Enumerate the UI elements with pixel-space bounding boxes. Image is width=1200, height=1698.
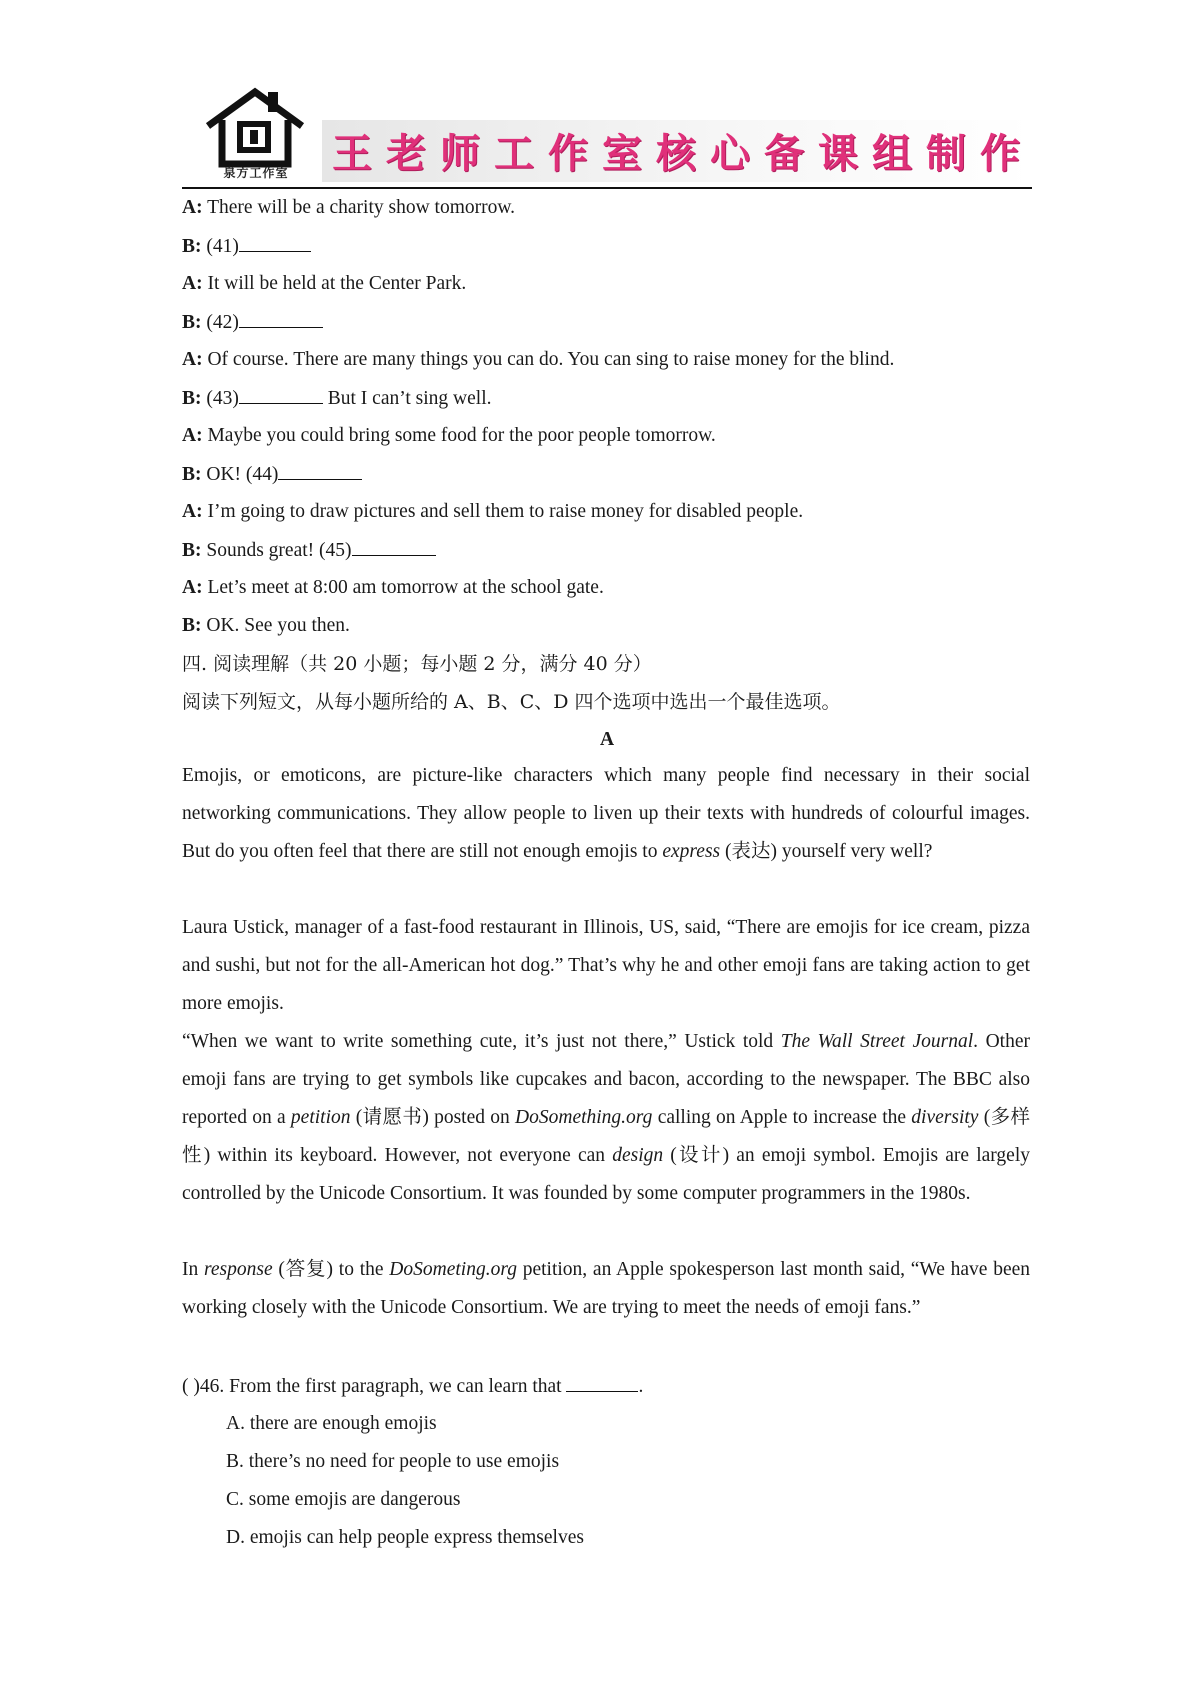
- section-title: 四. 阅读理解（共 20 小题；每小题 2 分，满分 40 分）: [182, 653, 652, 675]
- text-run: (设计) an emoji symbol. Emojis are largely controlled by the Unicode Consortium. It was founded by some computer programmers in the 1980s.: [182, 1145, 1030, 1204]
- dialogue-text: Of course. There are many things you can do. You can sing to raise money for the blind.: [207, 349, 895, 370]
- dialogue-text: Sounds great! (45): [206, 540, 352, 561]
- answer-blank[interactable]: [352, 537, 436, 556]
- text-run: petition, an Apple spokesperson last month said, “We have been working closely with the Unicode Consortium. We are trying to meet the needs of emoji fans.”: [182, 1259, 1031, 1318]
- dialogue-line: [182, 271, 1032, 297]
- option-b[interactable]: B. there’s no need for people to use emojis: [226, 1451, 560, 1472]
- dialogue-line: [182, 499, 1032, 525]
- dialogue-line: [182, 613, 1032, 639]
- question-suffix: .: [638, 1376, 644, 1397]
- speaker: A:: [182, 349, 203, 370]
- text-run: calling on Apple to increase the: [652, 1107, 912, 1128]
- dialogue-line: [182, 347, 1032, 373]
- dialogue-text: Maybe you could bring some food for the poor people tomorrow.: [207, 425, 716, 446]
- italic-term: diversity: [911, 1107, 979, 1128]
- speaker: A:: [182, 425, 203, 446]
- dialogue-text: OK! (44): [206, 464, 279, 485]
- italic-term: DoSometing.org: [389, 1259, 517, 1280]
- text-run: (答复) to the: [272, 1259, 390, 1280]
- dialogue-text: There will be a charity show tomorrow.: [207, 197, 516, 218]
- dialogue-line: [182, 423, 1032, 449]
- text-run: In: [182, 1259, 205, 1280]
- question-46: [182, 1373, 1032, 1400]
- dialogue-line: [182, 309, 1032, 336]
- speaker: B:: [182, 464, 202, 485]
- text-run: (多样性) within its keyboard. However, not everyone can: [182, 1107, 1030, 1166]
- dialogue-text: Let’s meet at 8:00 am tomorrow at the school gate.: [207, 577, 604, 598]
- passage-paragraph-4: [182, 1251, 1030, 1327]
- italic-term: design: [612, 1145, 664, 1166]
- answer-blank[interactable]: [239, 385, 323, 404]
- text-run: Emojis, or emoticons, are picture-like characters which many people find necessary in their social networking communications. They allow people to liven up their texts with hundreds of colourful images. But do you often feel that there are still not enough emojis to: [182, 765, 1030, 862]
- text-run: (请愿书) posted on: [350, 1107, 516, 1128]
- italic-term: response: [204, 1259, 273, 1280]
- speaker: A:: [182, 197, 203, 218]
- page-header: [182, 80, 1032, 190]
- answer-blank[interactable]: [278, 461, 362, 480]
- header-banner-text: 王老师工作室核心备课组制作: [332, 131, 1034, 177]
- italic-term: express: [662, 841, 721, 862]
- passage-label: A: [599, 729, 615, 750]
- dialogue-line: [182, 195, 1032, 221]
- speaker: B:: [182, 615, 202, 636]
- speaker: B:: [182, 312, 202, 333]
- answer-blank[interactable]: [566, 1373, 638, 1392]
- logo-caption: 泉方工作室: [223, 166, 289, 180]
- speaker: A:: [182, 273, 203, 294]
- section-instruction: 阅读下列短文，从每小题所给的 A、B、C、D 四个选项中选出一个最佳选项。: [182, 691, 841, 713]
- dialogue-text-after: But I can’t sing well.: [322, 388, 492, 409]
- speaker: A:: [182, 577, 203, 598]
- text-run: (表达) yourself very well?: [720, 841, 933, 862]
- italic-term: The Wall Street Journal: [780, 1031, 974, 1052]
- option-d[interactable]: D. emojis can help people express themselves: [226, 1527, 584, 1548]
- speaker: B:: [182, 388, 202, 409]
- italic-term: petition: [290, 1107, 351, 1128]
- passage-paragraph-3: [182, 1023, 1030, 1213]
- text-run: . Other emoji fans are trying to get symbols like cupcakes and bacon, according to the newspaper. The BBC also reported on a: [182, 1031, 1030, 1128]
- dialogue-text: I’m going to draw pictures and sell them to raise money for disabled people.: [207, 501, 804, 522]
- dialogue-text: (43): [206, 388, 239, 409]
- header-divider: [182, 187, 1032, 189]
- speaker: B:: [182, 540, 202, 561]
- answer-blank[interactable]: [239, 233, 311, 252]
- dialogue-line: [182, 461, 1032, 488]
- passage-paragraph-1: [182, 757, 1030, 871]
- passage-paragraph-2: Laura Ustick, manager of a fast-food restaurant in Illinois, US, said, “There are emojis for ice cream, pizza and sushi, but not for the all-American hot dog.” That’s why he and other emoji fans are taking action to get more emojis.: [182, 917, 1030, 1014]
- speaker: B:: [182, 236, 202, 257]
- dialogue-text: OK. See you then.: [206, 615, 350, 636]
- dialogue-text: (42): [206, 312, 239, 333]
- question-text: ( )46. From the first paragraph, we can learn that: [182, 1376, 567, 1397]
- italic-term: DoSomething.org: [515, 1107, 653, 1128]
- option-a[interactable]: A. there are enough emojis: [226, 1413, 437, 1434]
- answer-blank[interactable]: [239, 309, 323, 328]
- dialogue-line: [182, 385, 1032, 412]
- dialogue-text: (41): [206, 236, 239, 257]
- dialogue-text: It will be held at the Center Park.: [207, 273, 467, 294]
- dialogue-line: [182, 233, 1032, 260]
- dialogue-line: [182, 537, 1032, 564]
- option-c[interactable]: C. some emojis are dangerous: [226, 1489, 461, 1510]
- dialogue-line: [182, 575, 1032, 601]
- text-run: “When we want to write something cute, it’s just not there,” Ustick told: [182, 1031, 781, 1052]
- speaker: A:: [182, 501, 203, 522]
